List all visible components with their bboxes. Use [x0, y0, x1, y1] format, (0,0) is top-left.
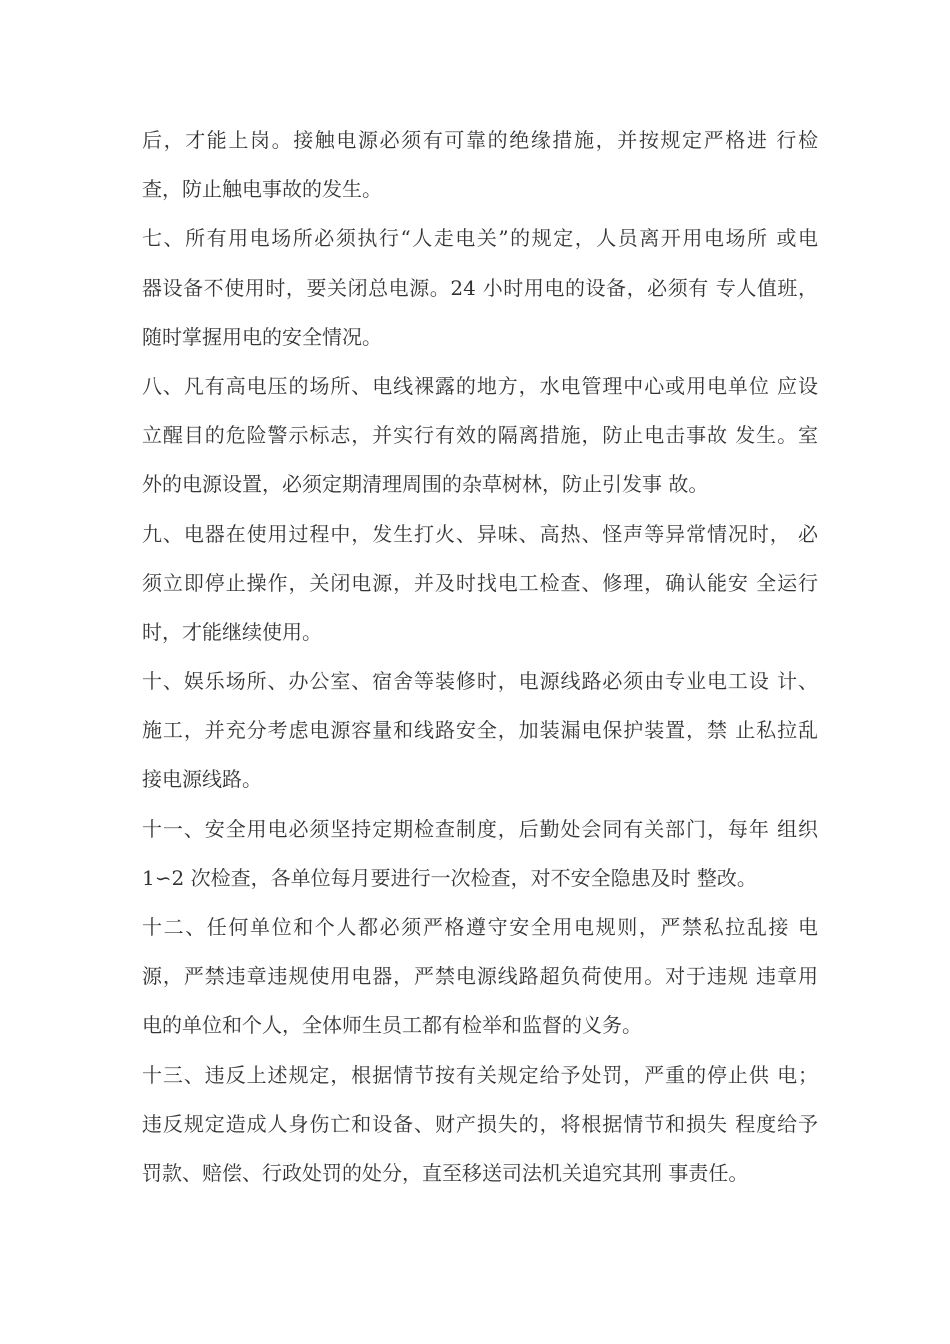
text-line: 罚款、赔偿、行政处罚的处分，直至移送司法机关追究其刑 事责任。: [142, 1160, 749, 1185]
paragraph-10: [142, 657, 818, 805]
text-line: 十一、安全用电必须坚持定期检查制度，后勤处会同有关部门，每年 组织: [142, 816, 818, 841]
paragraph-6-continuation: [142, 116, 818, 214]
text-line: 立醒目的危险警示标志，并实行有效的隔离措施，防止电击事故 发生。室: [142, 423, 818, 448]
text-line: 十、娱乐场所、办公室、宿舍等装修时，电源线路必须由专业电工设 计、: [142, 669, 818, 694]
text-line: 八、凡有高电压的场所、电线裸露的地方，水电管理中心或用电单位 应设: [142, 373, 818, 398]
text-line: 十三、违反上述规定，根据情节按有关规定给予处罚，严重的停止供 电；: [142, 1062, 818, 1087]
text-line: 违反规定造成人身伤亡和设备、财产损失的，将根据情节和损失 程度给予: [142, 1111, 818, 1136]
text-line: 须立即停止操作，关闭电源，并及时找电工检查、修理，确认能安 全运行: [142, 570, 818, 595]
text-line: 十二、任何单位和个人都必须严格遵守安全用电规则，严禁私拉乱接 电: [142, 915, 818, 939]
text-line: 时，才能继续使用。: [142, 619, 322, 644]
text-line: 源，严禁违章违规使用电器，严禁电源线路超负荷使用。对于违规 违章用: [142, 964, 818, 989]
paragraph-8: [142, 362, 818, 510]
text-line: 电的单位和个人，全体师生员工都有检举和监督的义务。: [142, 1013, 642, 1038]
text-line: 器设备不使用时，要关闭总电源。24 小时用电的设备，必须有 专人值班，: [142, 275, 818, 300]
text-line: 施工，并充分考虑电源容量和线路安全，加装漏电保护装置，禁 止私拉乱: [142, 718, 818, 743]
text-line: 1∽2 次检查，各单位每月要进行一次检查，对不安全隐患及时 整改。: [142, 865, 757, 890]
text-line: 后，才能上岗。接触电源必须有可靠的绝缘措施，并按规定严格进 行检: [142, 128, 818, 152]
document-body: [142, 116, 818, 1198]
text-line: 查，防止触电事故的发生。: [142, 177, 382, 202]
paragraph-7: [142, 214, 818, 362]
text-line: 随时掌握用电的安全情况。: [142, 324, 382, 349]
paragraph-9: [142, 510, 818, 658]
paragraph-11: [142, 805, 818, 903]
text-line: 九、电器在使用过程中，发生打火、异味、高热、怪声等异常情况时， 必: [142, 521, 818, 546]
text-line: 七、所有用电场所必须执行“人走电关”的规定，人员离开用电场所 或电: [142, 226, 818, 251]
text-line: 外的电源设置，必须定期清理周围的杂草树林，防止引发事 故。: [142, 472, 709, 497]
text-line: 接电源线路。: [142, 767, 262, 792]
paragraph-13: [142, 1051, 818, 1199]
paragraph-12: [142, 903, 818, 1051]
